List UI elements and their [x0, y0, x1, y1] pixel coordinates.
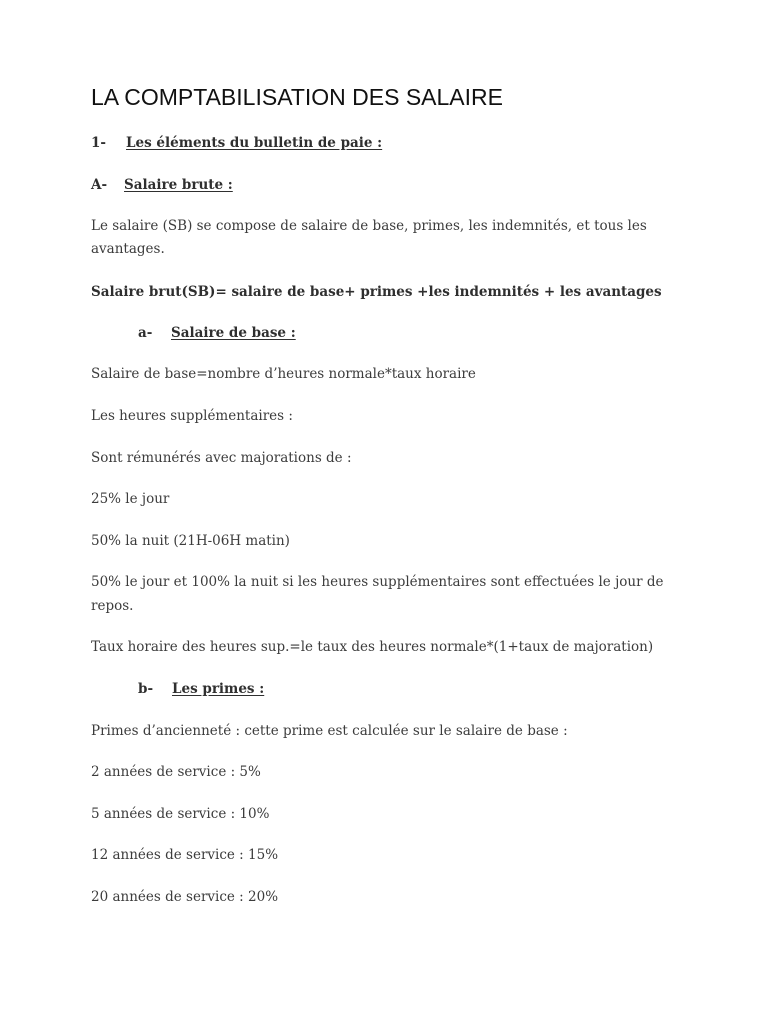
section-a-title: Salaire brute : [124, 177, 233, 193]
majoration-nuit: 50% la nuit (21H-06H matin) [91, 533, 290, 549]
anciennete-item: 12 années de service : 15% [91, 847, 279, 863]
subsection-b-heading [138, 677, 264, 701]
section-1-title: Les éléments du bulletin de paie : [126, 135, 383, 151]
section-1-number: 1- [91, 135, 106, 151]
subsection-a-title: Salaire de base : [171, 325, 296, 341]
subsection-b-number: b- [138, 681, 154, 697]
document-title: LA COMPTABILISATION DES SALAIRE [91, 84, 503, 110]
paragraph-salaire-brut-line1: Le salaire (SB) se compose de salaire de base, primes, les indemnités, et tous les [91, 218, 647, 234]
heures-supplementaires-label: Les heures supplémentaires : [91, 408, 293, 424]
paragraph-salaire-brut-line2: avantages. [91, 241, 165, 257]
section-a-heading [91, 173, 233, 197]
section-a-number: A- [91, 177, 108, 193]
primes-anciennete-intro: Primes d’ancienneté : cette prime est calculée sur le salaire de base : [91, 723, 568, 739]
formula-salaire-brut: Salaire brut(SB)= salaire de base+ primes +les indemnités + les avantages [91, 284, 662, 300]
majoration-repos-line2: repos. [91, 598, 134, 614]
formula-taux-horaire-sup: Taux horaire des heures sup.=le taux des heures normale*(1+taux de majoration) [91, 639, 654, 655]
majoration-repos-line1: 50% le jour et 100% la nuit si les heures supplémentaires sont effectuées le jour de [91, 574, 664, 590]
section-1-heading [91, 131, 382, 155]
anciennete-item: 5 années de service : 10% [91, 806, 270, 822]
subsection-a-heading [138, 321, 296, 345]
anciennete-item: 2 années de service : 5% [91, 764, 261, 780]
subsection-a-number: a- [138, 325, 153, 341]
formula-salaire-de-base: Salaire de base=nombre d’heures normale*taux horaire [91, 366, 476, 382]
subsection-b-title: Les primes : [172, 681, 265, 697]
anciennete-item: 20 années de service : 20% [91, 889, 279, 905]
majoration-jour: 25% le jour [91, 491, 170, 507]
majorations-intro: Sont rémunérés avec majorations de : [91, 450, 352, 466]
